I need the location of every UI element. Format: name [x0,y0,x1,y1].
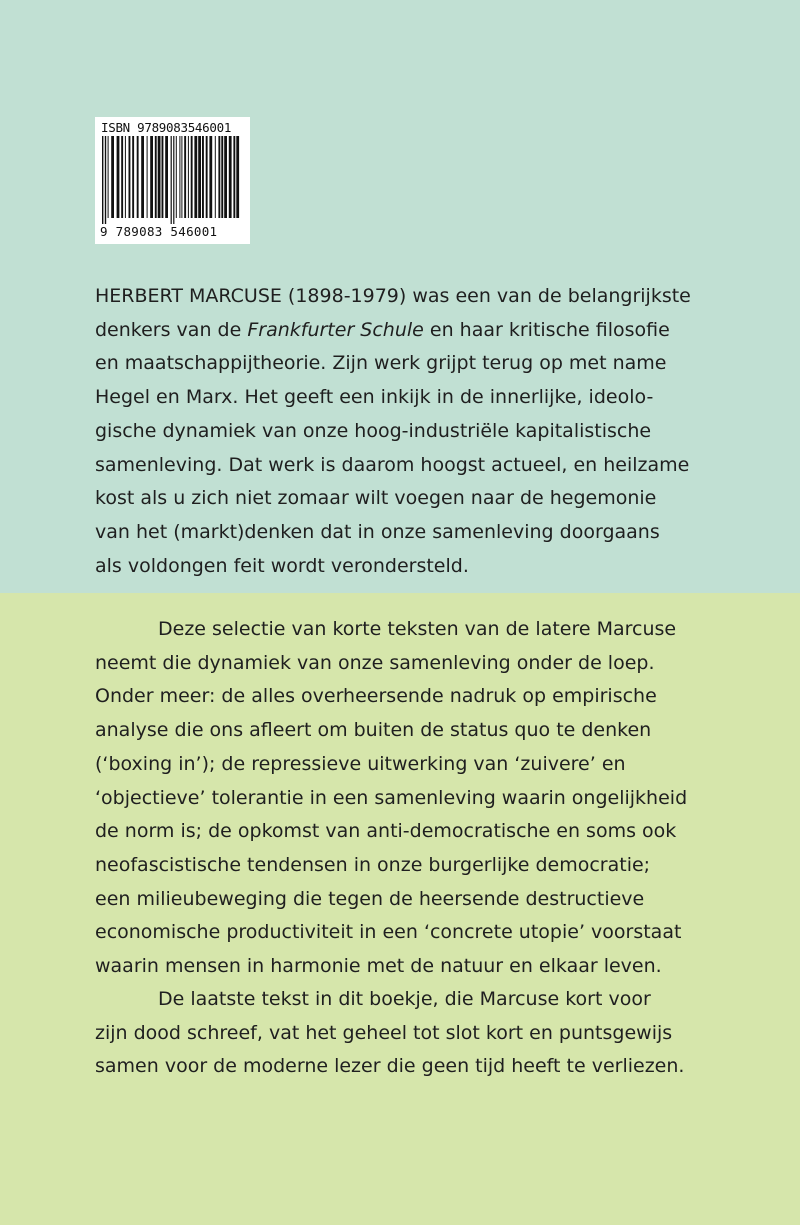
text-line: HERBERT MARCUSE (1898-1979) was een van de belangrijkste [95,285,691,307]
text-line: economische productiviteit in een ‘concrete utopie’ voorstaat [95,921,682,944]
barcode-bar [233,136,235,218]
barcode-bar [102,136,103,224]
barcode-bar [229,136,232,218]
barcode-bar [132,136,134,218]
barcode-bar [218,136,220,218]
barcode-bar [117,136,120,218]
text-line: ‘objectieve’ tolerantie in een samenleving waarin ongelijkheid [95,786,688,809]
barcode-bar [198,136,201,218]
barcode-bar [108,136,109,218]
school-name-italic: Frankfurter Schule [247,318,424,341]
text-line: Hegel en Marx. Het geeft een inkijk in de innerlijke, ideolo- [95,386,654,409]
barcode-bar [179,136,180,218]
barcode-bar [209,136,212,218]
text-line: Onder meer: de alles overheersende nadruk op empirische [95,685,657,708]
barcode-bar [147,136,148,218]
barcode-bar [181,136,182,218]
text-line: samenleving. Dat werk is daarom hoogst actueel, en heilzame [95,453,690,476]
barcode-bar [155,136,157,218]
barcode-bar [137,136,139,218]
barcode-bar [162,136,164,218]
barcode-bar [111,136,114,218]
text-line: kost als u zich niet zomaar wilt voegen naar de hegemonie [95,487,657,510]
text-line: de norm is; de opkomst van anti-democratische en soms ook [95,820,677,843]
text-line: van het (markt)denken dat in onze samenleving doorgaans [95,520,660,543]
text-line: waarin mensen in harmonie met de natuur en elkaar leven. [95,955,662,978]
barcode-bar [171,136,172,224]
text-line: (‘boxing in’); de repressieve uitwerking van ‘zuivere’ en [95,752,626,775]
text-line: De laatste tekst in dit boekje, die Marcuse kort voor [158,988,651,1010]
text-line: zijn dood schreef, vat het geheel tot slot kort en puntsgewijs [95,1021,673,1044]
text-line: analyse die ons afleert om buiten de status quo te denken [95,719,652,742]
barcode-bar [184,136,186,218]
text-line: als voldongen feit wordt verondersteld. [95,554,469,577]
text-line: samen voor de moderne lezer die geen tijd heeft te verliezen. [95,1055,685,1078]
barcode-bar [173,136,174,224]
barcode-bar [141,136,144,218]
barcode-bars [101,136,244,224]
text-line: gische dynamiek van onze hoog-industriële kapitalistische [95,419,652,442]
isbn-barcode [95,117,250,244]
barcode-bar [215,136,216,218]
barcode-bar [158,136,161,218]
selection-description-paragraph [95,613,687,984]
barcode-bar [221,136,223,218]
text-line: neofascistische tendensen in onze burgerlijke democratie; [95,853,651,876]
text-line: en maatschappijtheorie. Zijn werk grijpt terug op met name [95,352,667,375]
ean-digits: 9 789083 546001 [100,224,218,239]
barcode-bar [125,136,126,218]
isbn-label: ISBN 9789083546001 [101,120,232,135]
text-line: Deze selectie van korte teksten van de latere Marcuse [158,618,677,640]
barcode-bar [105,136,106,224]
barcode-bar [165,136,168,218]
barcode-bar [224,136,227,218]
text-line: denkers van de Frankfurter Schule en haar kritische filosofie [95,318,670,341]
barcode-bar [188,136,189,218]
author-intro-paragraph [95,280,691,583]
closing-paragraph [95,983,684,1084]
barcode-bar [236,136,239,218]
text-line: een milieubeweging die tegen de heersende destructieve [95,887,645,910]
barcode-bar [121,136,123,218]
barcode-bar [129,136,131,218]
barcode-bar [194,136,197,218]
barcode-bar [202,136,204,218]
barcode-bar [191,136,193,218]
barcode-bar [206,136,208,218]
text-line: neemt die dynamiek van onze samenleving onder de loep. [95,651,655,674]
barcode-bar [176,136,177,218]
barcode-bar [150,136,153,218]
